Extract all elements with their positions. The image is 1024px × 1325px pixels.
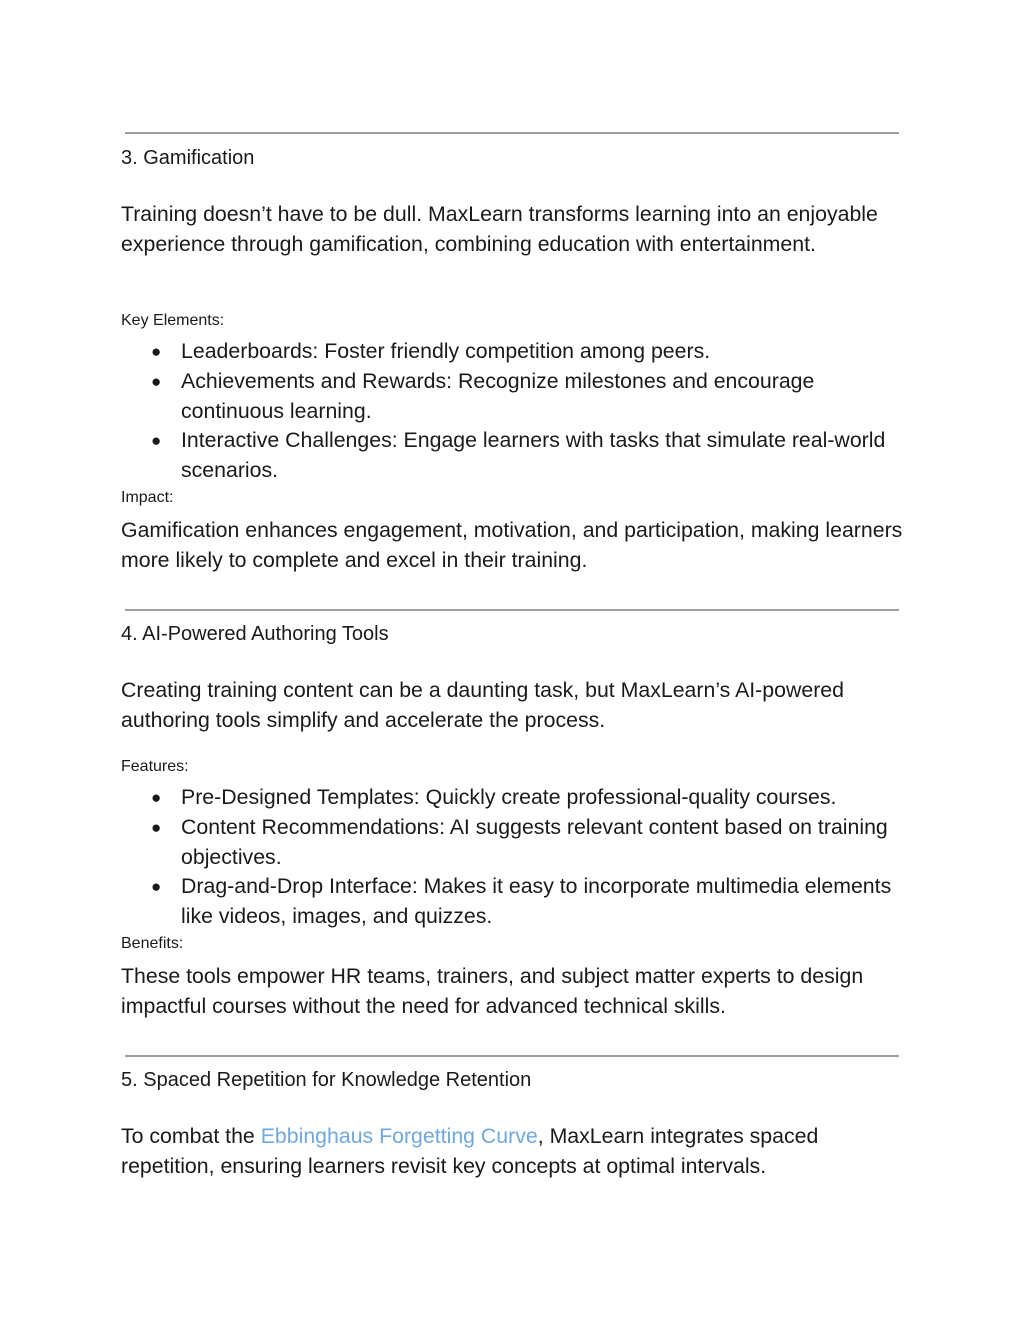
bullet-icon: ● (151, 431, 162, 451)
features-list (121, 783, 911, 932)
section-divider (125, 132, 899, 134)
impact-label: Impact: (121, 489, 174, 506)
spaced-repetition-intro-paragraph (121, 1121, 911, 1181)
ai-authoring-intro-paragraph: Creating training content can be a daunting task, but MaxLearn’s AI-powered authoring tools simplify and accelerate the process. (121, 678, 844, 732)
bullet-icon: ● (151, 877, 162, 897)
list-item-text: Pre-Designed Templates: Quickly create professional-quality courses. (181, 785, 837, 809)
intro-text-after-link: , MaxLearn integrates spaced repetition, ensuring learners revisit key concepts at optimal intervals. (121, 1124, 819, 1178)
list-item (121, 367, 911, 427)
bullet-icon: ● (151, 342, 162, 361)
impact-paragraph: Gamification enhances engagement, motivation, and participation, making learners more likely to complete and excel in their training. (121, 518, 903, 572)
list-item (121, 337, 911, 367)
list-item-text: Achievements and Rewards: Recognize milestones and encourage continuous learning. (181, 368, 815, 423)
list-item-text: Interactive Challenges: Engage learners with tasks that simulate real-world scenarios. (181, 428, 886, 483)
section-divider (125, 1055, 899, 1057)
benefits-label: Benefits: (121, 935, 184, 952)
list-item (121, 813, 911, 873)
list-item (121, 426, 911, 486)
list-item-text: Drag-and-Drop Interface: Makes it easy to incorporate multimedia elements like videos, images, and quizzes. (181, 874, 892, 929)
list-item-text: Content Recommendations: AI suggests relevant content based on training objectives. (181, 814, 888, 869)
list-item (121, 872, 911, 932)
key-elements-list (121, 337, 911, 486)
bullet-icon: ● (151, 817, 162, 837)
intro-text-before-link: To combat the (121, 1124, 261, 1148)
section-heading-spaced-repetition: 5. Spaced Repetition for Knowledge Retention (121, 1069, 532, 1091)
section-heading-ai-authoring: 4. AI-Powered Authoring Tools (121, 623, 389, 645)
key-elements-label: Key Elements: (121, 312, 225, 329)
section-divider (125, 609, 899, 611)
list-item (121, 783, 911, 813)
gamification-intro-paragraph: Training doesn’t have to be dull. MaxLearn transforms learning into an enjoyable experience through gamification, combining education with entertainment. (121, 202, 878, 256)
bullet-icon: ● (151, 371, 162, 391)
section-heading-gamification: 3. Gamification (121, 147, 255, 169)
benefits-paragraph: These tools empower HR teams, trainers, and subject matter experts to design impactful courses without the need for advanced technical skills. (121, 964, 864, 1018)
ebbinghaus-forgetting-curve-link[interactable]: Ebbinghaus Forgetting Curve (260, 1124, 538, 1148)
list-item-text: Leaderboards: Foster friendly competition among peers. (181, 339, 711, 363)
features-label: Features: (121, 758, 189, 775)
bullet-icon: ● (151, 788, 162, 807)
